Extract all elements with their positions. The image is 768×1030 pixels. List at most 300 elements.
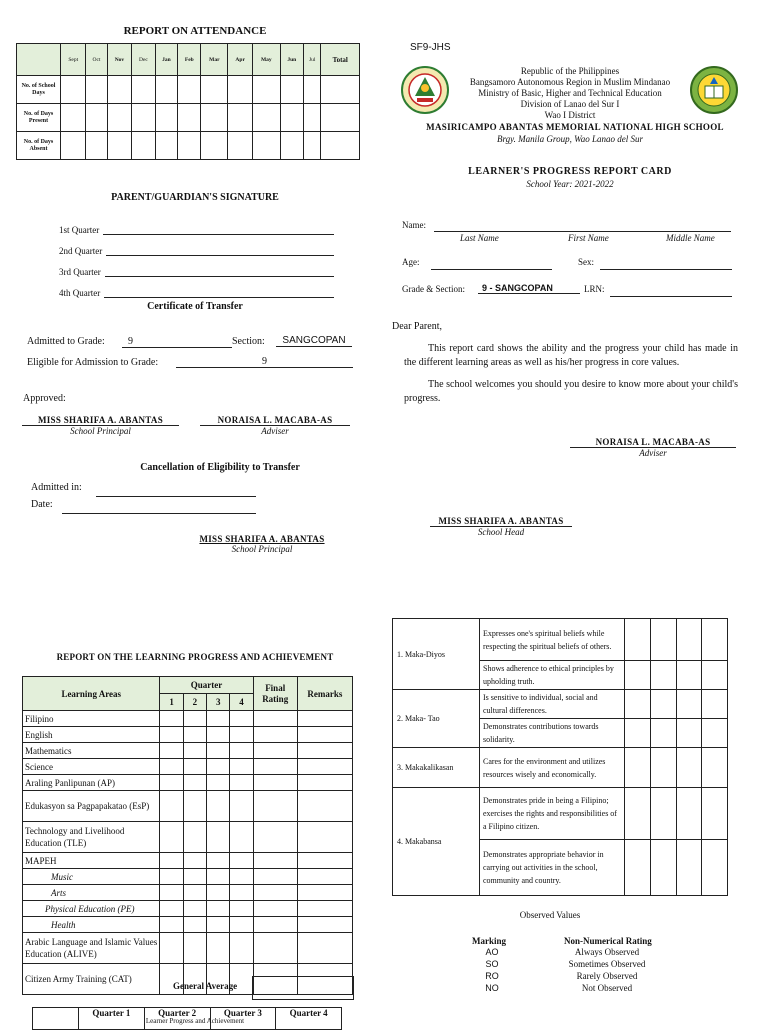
month-header: Nov (107, 44, 132, 76)
attendance-row-label: No. of Days Present (17, 104, 61, 132)
age-label: Age: (402, 257, 420, 267)
transfer-adviser-block (200, 415, 350, 436)
core-value-rating-cell[interactable] (650, 840, 676, 896)
core-value-row (393, 619, 728, 661)
quarter-grade-cell[interactable] (207, 727, 230, 743)
subject-row (23, 869, 353, 885)
header-line5: Wao I District (544, 110, 596, 120)
admitted-grade-value[interactable]: 9 (122, 336, 232, 348)
quarter-grade-cell[interactable] (160, 853, 183, 869)
bottom-quarter-header: Quarter 4 (276, 1008, 342, 1030)
school-head-title: School Head (477, 527, 525, 537)
quarter-grade-cell[interactable] (160, 727, 183, 743)
core-value-name: 4. Makabansa (393, 788, 480, 896)
general-average-label: General Average (173, 981, 238, 991)
quarter-grade-cell[interactable] (160, 822, 183, 853)
rating-header: Non-Numerical Rating (564, 936, 652, 946)
subject-name: English (23, 727, 160, 743)
core-value-rating-cell[interactable] (676, 690, 702, 719)
attendance-row-label: No. of School Days (17, 76, 61, 104)
header-line2: Bangsamoro Autonomous Region in Muslim Mindanao (469, 77, 671, 87)
core-value-rating-cell[interactable] (702, 619, 728, 661)
subject-name: Music (23, 869, 160, 885)
quarter-grade-cell[interactable] (160, 885, 183, 901)
name-line[interactable] (434, 231, 731, 232)
section-value[interactable]: SANGCOPAN (276, 335, 352, 347)
letter-adviser-title: Adviser (639, 448, 667, 458)
subject-row (23, 743, 353, 759)
cancellation-principal-title: School Principal (231, 544, 293, 554)
cancellation-title: Cancellation of Eligibility to Transfer (140, 462, 300, 473)
core-value-rating-cell[interactable] (702, 840, 728, 896)
core-value-rating-cell[interactable] (625, 661, 651, 690)
remarks-cell[interactable] (297, 791, 352, 822)
attendance-cell[interactable] (86, 76, 107, 104)
core-values-table (392, 618, 728, 896)
attendance-cell[interactable] (228, 132, 253, 160)
quarter-grade-cell[interactable] (160, 901, 183, 917)
final-rating-cell[interactable] (253, 743, 297, 759)
core-value-rating-cell[interactable] (702, 690, 728, 719)
quarter-grade-cell[interactable] (183, 885, 206, 901)
quarter-grade-cell[interactable] (183, 759, 206, 775)
remarks-cell[interactable] (297, 775, 352, 791)
final-rating-cell[interactable] (253, 775, 297, 791)
final-rating-cell[interactable] (253, 822, 297, 853)
final-rating-cell[interactable] (253, 885, 297, 901)
core-value-rating-cell[interactable] (650, 719, 676, 748)
school-year: School Year: 2021-2022 (526, 179, 614, 189)
learning-areas-header: Learning Areas (23, 677, 160, 711)
attendance-cell[interactable] (132, 76, 155, 104)
quarter-grade-cell[interactable] (160, 917, 183, 933)
attendance-cell[interactable] (228, 76, 253, 104)
remarks-cell[interactable] (297, 933, 352, 964)
attendance-cell[interactable] (253, 76, 281, 104)
final-rating-cell[interactable] (253, 853, 297, 869)
attendance-cell[interactable] (107, 76, 132, 104)
grade-section-label: Grade & Section: (402, 284, 465, 294)
quarter-grade-cell[interactable] (183, 711, 206, 727)
core-value-rating-cell[interactable] (702, 661, 728, 690)
month-header: Dec (132, 44, 155, 76)
attendance-cell[interactable] (253, 132, 281, 160)
form-code: SF9-JHS (410, 42, 451, 53)
final-rating-cell[interactable] (253, 759, 297, 775)
quarter-4-header: 4 (230, 694, 253, 711)
attendance-cell[interactable] (321, 104, 360, 132)
attendance-cell[interactable] (86, 104, 107, 132)
month-header: Feb (178, 44, 201, 76)
attendance-cell[interactable] (61, 76, 86, 104)
legend-mark: NO (485, 983, 499, 993)
attendance-cell[interactable] (280, 132, 303, 160)
header-line3: Ministry of Basic, Higher and Technical Education (478, 88, 662, 98)
letter-greeting: Dear Parent, (392, 321, 442, 332)
quarter-grade-cell[interactable] (207, 869, 230, 885)
quarter-grade-cell[interactable] (183, 853, 206, 869)
quarter-2-header: 2 (183, 694, 206, 711)
subject-row (23, 759, 353, 775)
letter-adviser-block (570, 437, 736, 458)
core-value-row (393, 788, 728, 840)
quarter-grade-cell[interactable] (183, 869, 206, 885)
admitted-in-line[interactable] (96, 496, 256, 497)
transfer-adviser-name: NORAISA L. MACABA-AS (200, 415, 350, 426)
quarter-grade-cell[interactable] (207, 775, 230, 791)
attendance-cell[interactable] (201, 76, 228, 104)
quarter-grade-cell[interactable] (230, 711, 253, 727)
header-block (440, 66, 700, 121)
subject-name: Citizen Army Training (CAT) (23, 964, 160, 995)
date-line[interactable] (62, 513, 256, 514)
attendance-cell[interactable] (321, 132, 360, 160)
core-value-rating-cell[interactable] (676, 748, 702, 788)
transfer-principal-name: MISS SHARIFA A. ABANTAS (22, 415, 179, 426)
quarter-grade-cell[interactable] (183, 775, 206, 791)
legend-mark: SO (485, 959, 499, 969)
final-rating-cell[interactable] (253, 791, 297, 822)
remarks-cell[interactable] (297, 917, 352, 933)
core-value-rating-cell[interactable] (650, 690, 676, 719)
behavior-statement: Demonstrates appropriate behavior in carrying out activities in the school, community and country. (480, 840, 625, 896)
quarter-grade-cell[interactable] (230, 775, 253, 791)
attendance-row (17, 132, 360, 160)
remarks-cell[interactable] (297, 727, 352, 743)
sex-line[interactable] (600, 269, 732, 270)
attendance-cell[interactable] (201, 104, 228, 132)
date-label: Date: (31, 499, 53, 510)
learning-title: REPORT ON THE LEARNING PROGRESS AND ACHIEVEMENT (56, 652, 334, 662)
remarks-cell[interactable] (297, 711, 352, 727)
final-rating-cell[interactable] (253, 727, 297, 743)
legend-row (472, 971, 682, 983)
quarter-grade-cell[interactable] (230, 822, 253, 853)
subject-name: Mathematics (23, 743, 160, 759)
core-value-row (393, 690, 728, 719)
lrn-line[interactable] (610, 296, 732, 297)
quarter-grade-cell[interactable] (183, 727, 206, 743)
core-value-name: 3. Makakalikasan (393, 748, 480, 788)
quarter-grade-cell[interactable] (230, 917, 253, 933)
attendance-cell[interactable] (107, 132, 132, 160)
remarks-cell[interactable] (297, 822, 352, 853)
quarter-grade-cell[interactable] (207, 853, 230, 869)
final-rating-header: Final Rating (253, 677, 297, 711)
quarter-header: Quarter (160, 677, 253, 694)
attendance-cell[interactable] (107, 104, 132, 132)
school-head-name: MISS SHARIFA A. ABANTAS (430, 516, 572, 527)
core-value-rating-cell[interactable] (625, 719, 651, 748)
legend-rating: Always Observed (574, 947, 640, 957)
core-value-rating-cell[interactable] (650, 788, 676, 840)
subject-name: Arabic Language and Islamic Values Education (ALIVE) (23, 933, 160, 964)
remarks-cell[interactable] (297, 743, 352, 759)
attendance-cell[interactable] (178, 132, 201, 160)
remarks-cell[interactable] (297, 885, 352, 901)
core-value-rating-cell[interactable] (676, 788, 702, 840)
admitted-in-label: Admitted in: (31, 482, 82, 493)
quarter-grade-cell[interactable] (160, 711, 183, 727)
school-head-block (430, 516, 572, 537)
attendance-row (17, 76, 360, 104)
letter-adviser-name: NORAISA L. MACABA-AS (570, 437, 736, 448)
q2-signature-line[interactable] (106, 255, 334, 256)
q3-signature-line[interactable] (105, 276, 334, 277)
middle-name-caption: Middle Name (666, 233, 715, 243)
attendance-cell[interactable] (86, 132, 107, 160)
legend-row (472, 959, 682, 971)
core-value-rating-cell[interactable] (702, 719, 728, 748)
quarter-grade-cell[interactable] (183, 822, 206, 853)
quarter-grade-cell[interactable] (207, 885, 230, 901)
month-header: Jul (303, 44, 321, 76)
quarter-grade-cell[interactable] (207, 933, 230, 964)
behavior-statement: Demonstrates pride in being a Filipino; exercises the rights and responsibilities of a Filipino citizen. (480, 788, 625, 840)
attendance-cell[interactable] (201, 132, 228, 160)
bottom-caption: Learner Progress and Achievement (145, 1017, 245, 1025)
quarter-grade-cell[interactable] (160, 743, 183, 759)
final-rating-cell[interactable] (253, 933, 297, 964)
bottom-quarter-corner (33, 1008, 79, 1030)
quarter-grade-cell[interactable] (207, 901, 230, 917)
learning-table (22, 676, 353, 995)
behavior-statement: Is sensitive to individual, social and cultural differences. (480, 690, 625, 719)
cancellation-principal-name: MISS SHARIFA A. ABANTAS (199, 534, 325, 544)
attendance-cell[interactable] (321, 76, 360, 104)
subject-name: MAPEH (23, 853, 160, 869)
bottom-quarter-header: Quarter 1 (79, 1008, 145, 1030)
attendance-cell[interactable] (253, 104, 281, 132)
quarter-grade-cell[interactable] (207, 917, 230, 933)
quarter-3-header: 3 (207, 694, 230, 711)
quarter-grade-cell[interactable] (230, 759, 253, 775)
q4-label: 4th Quarter (59, 288, 101, 298)
observed-values-title: Observed Values (519, 910, 581, 920)
legend-row (472, 947, 682, 959)
attendance-cell[interactable] (280, 104, 303, 132)
quarter-1-header: 1 (160, 694, 183, 711)
quarter-grade-cell[interactable] (160, 775, 183, 791)
month-header: Sept (61, 44, 86, 76)
remarks-cell[interactable] (297, 901, 352, 917)
subject-name: Health (23, 917, 160, 933)
quarter-grade-cell[interactable] (207, 822, 230, 853)
quarter-grade-cell[interactable] (183, 917, 206, 933)
q4-signature-line[interactable] (104, 297, 334, 298)
quarter-grade-cell[interactable] (207, 711, 230, 727)
month-header: Apr (228, 44, 253, 76)
quarter-grade-cell[interactable] (207, 743, 230, 759)
attendance-cell[interactable] (303, 104, 321, 132)
core-value-rating-cell[interactable] (650, 748, 676, 788)
final-rating-cell[interactable] (253, 711, 297, 727)
attendance-cell[interactable] (132, 104, 155, 132)
attendance-cell[interactable] (155, 76, 178, 104)
first-name-caption: First Name (568, 233, 609, 243)
bottom-quarter-header: Quarter 3 (210, 1008, 276, 1030)
attendance-cell[interactable] (280, 76, 303, 104)
core-value-rating-cell[interactable] (676, 661, 702, 690)
attendance-row (17, 104, 360, 132)
quarter-grade-cell[interactable] (160, 791, 183, 822)
name-label: Name: (402, 220, 426, 230)
legend-rating: Sometimes Observed (568, 959, 646, 969)
transfer-principal-block (22, 415, 179, 436)
section-label: Section: (232, 336, 265, 347)
subject-row (23, 933, 353, 964)
remarks-header: Remarks (297, 677, 352, 711)
subject-row (23, 901, 353, 917)
final-rating-cell[interactable] (253, 869, 297, 885)
legend-list (472, 947, 682, 995)
month-header: May (253, 44, 281, 76)
attendance-cell[interactable] (61, 104, 86, 132)
legend-row (472, 983, 682, 995)
parent-signature-lines (59, 214, 334, 298)
attendance-cell[interactable] (61, 132, 86, 160)
q3-label: 3rd Quarter (59, 267, 101, 277)
card-title: LEARNER'S PROGRESS REPORT CARD (468, 166, 672, 177)
attendance-cell[interactable] (303, 132, 321, 160)
transfer-principal-title: School Principal (70, 426, 131, 436)
quarter-grade-cell[interactable] (160, 759, 183, 775)
subject-name: Araling Panlipunan (AP) (23, 775, 160, 791)
quarter-grade-cell[interactable] (230, 791, 253, 822)
bottom-quarter-header: Quarter 2 (144, 1008, 210, 1030)
core-value-rating-cell[interactable] (676, 619, 702, 661)
attendance-cell[interactable] (155, 104, 178, 132)
letter-paragraph-2: The school welcomes you should you desire to know more about your child's progress. (404, 379, 738, 404)
core-value-rating-cell[interactable] (625, 788, 651, 840)
subject-row (23, 711, 353, 727)
quarter-grade-cell[interactable] (183, 791, 206, 822)
q1-signature-line[interactable] (103, 234, 334, 235)
core-value-rating-cell[interactable] (625, 690, 651, 719)
subject-name: Filipino (23, 711, 160, 727)
header-line1: Republic of the Philippines (520, 66, 620, 76)
subject-name: Edukasyon sa Pagpapakatao (EsP) (23, 791, 160, 822)
behavior-statement: Expresses one's spiritual beliefs while respecting the spiritual beliefs of others. (480, 619, 625, 661)
quarter-grade-cell[interactable] (230, 727, 253, 743)
attendance-cell[interactable] (178, 76, 201, 104)
q1-label: 1st Quarter (59, 225, 100, 235)
sex-label: Sex: (578, 257, 595, 267)
lrn-label: LRN: (584, 284, 605, 294)
eligible-value[interactable]: 9 (176, 356, 353, 368)
month-header: Oct (86, 44, 107, 76)
core-value-rating-cell[interactable] (702, 748, 728, 788)
eligible-label: Eligible for Admission to Grade: (27, 357, 159, 368)
core-value-rating-cell[interactable] (625, 619, 651, 661)
quarter-grade-cell[interactable] (183, 901, 206, 917)
approved-label: Approved: (23, 393, 66, 404)
letter-paragraph-1: This report card shows the ability and the progress your child has made in the different learning areas as well as his/her progress in core values. (404, 343, 738, 368)
school-name: MASIRICAMPO ABANTAS MEMORIAL NATIONAL HIGH SCHOOL (426, 122, 724, 132)
legend-rating: Not Observed (581, 983, 633, 993)
core-value-rating-cell[interactable] (650, 619, 676, 661)
subject-row (23, 791, 353, 822)
attendance-cell[interactable] (178, 104, 201, 132)
subject-row (23, 917, 353, 933)
remarks-cell[interactable] (297, 853, 352, 869)
quarter-grade-cell[interactable] (230, 853, 253, 869)
age-line[interactable] (431, 269, 552, 270)
behavior-statement: Cares for the environment and utilizes resources wisely and economically. (480, 748, 625, 788)
attendance-cell[interactable] (132, 132, 155, 160)
attendance-corner (17, 44, 61, 76)
month-header: Jan (155, 44, 178, 76)
core-value-rating-cell[interactable] (676, 840, 702, 896)
final-rating-cell[interactable] (253, 901, 297, 917)
quarter-grade-cell[interactable] (160, 933, 183, 964)
legend-mark: AO (485, 947, 499, 957)
last-name-caption: Last Name (460, 233, 499, 243)
attendance-cell[interactable] (228, 104, 253, 132)
remarks-cell[interactable] (297, 759, 352, 775)
core-value-rating-cell[interactable] (625, 748, 651, 788)
attendance-cell[interactable] (303, 76, 321, 104)
quarter-grade-cell[interactable] (183, 743, 206, 759)
quarter-grade-cell[interactable] (230, 869, 253, 885)
quarter-grade-cell[interactable] (160, 869, 183, 885)
month-header: Mar (201, 44, 228, 76)
core-value-rating-cell[interactable] (702, 788, 728, 840)
final-rating-cell[interactable] (253, 917, 297, 933)
legend-rating: Rarely Observed (576, 971, 638, 981)
legend-mark: RO (485, 971, 499, 981)
subject-row (23, 853, 353, 869)
grade-section-value[interactable]: 9 - SANGCOPAN (478, 283, 580, 294)
marking-header: Marking (472, 936, 507, 946)
core-value-rating-cell[interactable] (650, 661, 676, 690)
core-value-row (393, 748, 728, 788)
subject-name: Technology and Livelihood Education (TLE) (23, 822, 160, 853)
quarter-grade-cell[interactable] (183, 933, 206, 964)
admitted-grade-label: Admitted to Grade: (27, 336, 105, 347)
core-value-name: 2. Maka- Tao (393, 690, 480, 748)
attendance-row-label: No. of Days Absent (17, 132, 61, 160)
quarter-grade-cell[interactable] (207, 759, 230, 775)
subject-row (23, 775, 353, 791)
core-value-rating-cell[interactable] (625, 840, 651, 896)
parent-signature-title: PARENT/GUARDIAN'S SIGNATURE (111, 192, 279, 203)
cancellation-principal-block (196, 534, 328, 554)
quarter-grade-cell[interactable] (207, 791, 230, 822)
remarks-cell[interactable] (297, 869, 352, 885)
core-value-name: 1. Maka-Diyos (393, 619, 480, 690)
school-address: Brgy. Manila Group, Wao Lanao del Sur (496, 134, 643, 144)
quarter-grade-cell[interactable] (230, 901, 253, 917)
subject-name: Arts (23, 885, 160, 901)
subject-name: Science (23, 759, 160, 775)
general-average-value[interactable] (252, 976, 354, 1000)
quarter-grade-cell[interactable] (230, 933, 253, 964)
month-header: Jun (280, 44, 303, 76)
quarter-grade-cell[interactable] (230, 885, 253, 901)
attendance-cell[interactable] (155, 132, 178, 160)
subject-row (23, 822, 353, 853)
attendance-title: REPORT ON ATTENDANCE (123, 25, 267, 37)
header-line4: Division of Lanao del Sur I (520, 99, 620, 109)
month-header: Total (321, 44, 360, 76)
core-value-rating-cell[interactable] (676, 719, 702, 748)
subject-row (23, 727, 353, 743)
quarter-grade-cell[interactable] (230, 743, 253, 759)
subject-name: Physical Education (PE) (23, 901, 160, 917)
behavior-statement: Demonstrates contributions towards solidarity. (480, 719, 625, 748)
behavior-statement: Shows adherence to ethical principles by upholding truth. (480, 661, 625, 690)
